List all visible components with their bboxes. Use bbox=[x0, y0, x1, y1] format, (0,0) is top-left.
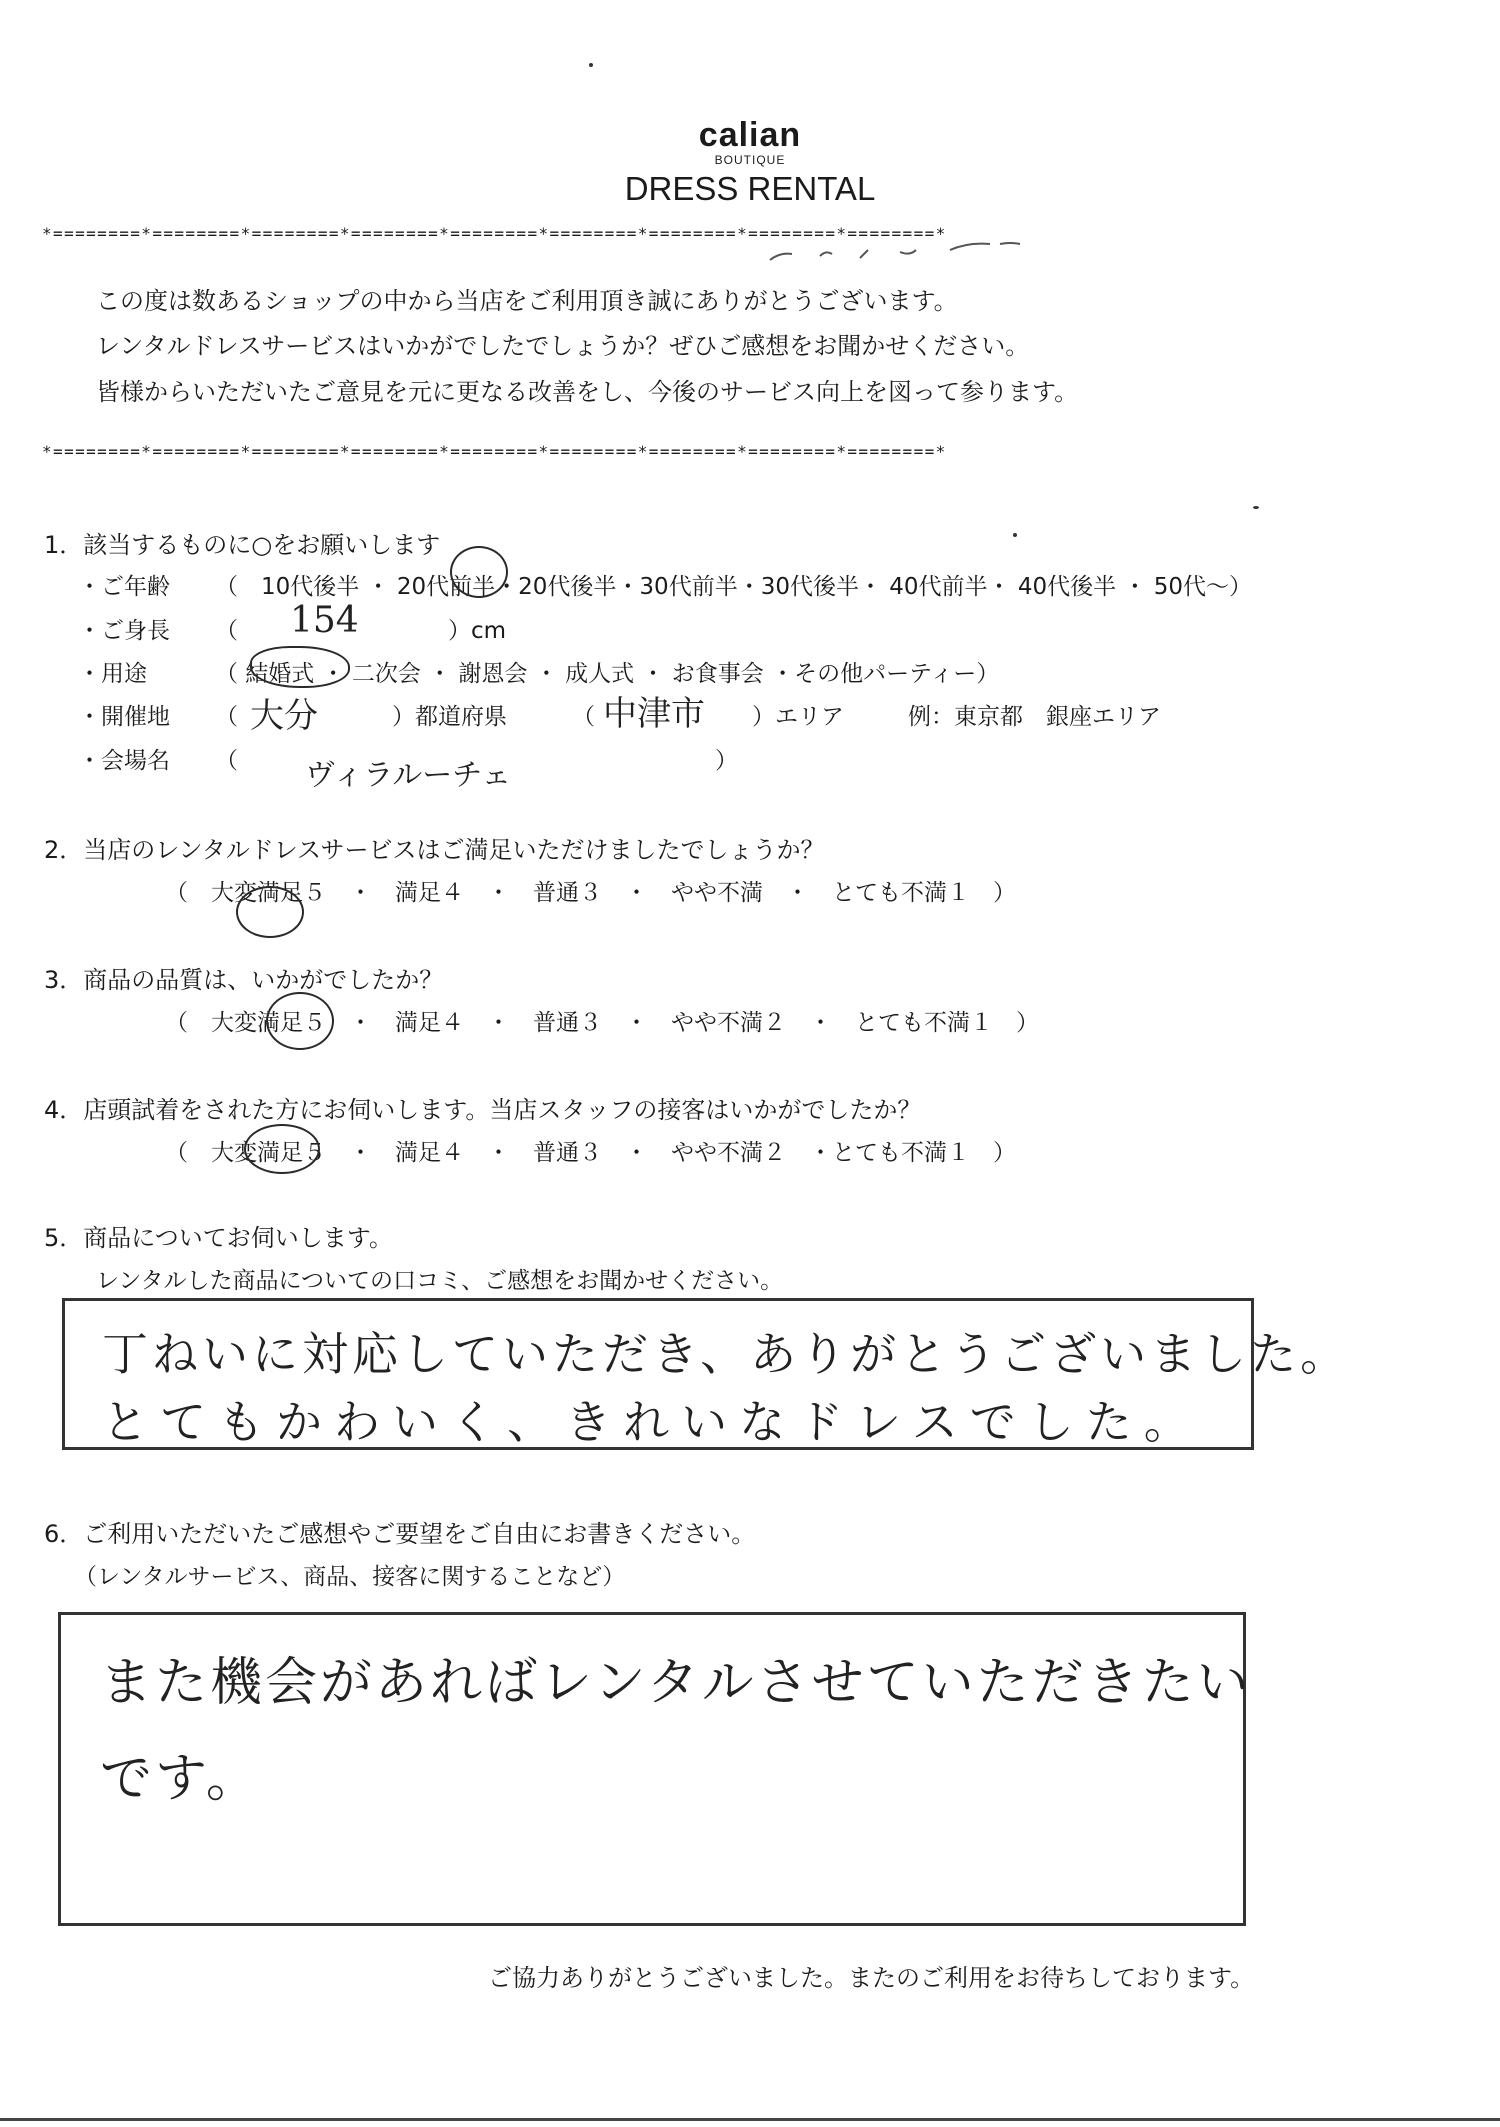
q3-title: 3．商品の品質は、いかがでしたか？ bbox=[44, 966, 444, 994]
height-open: （ bbox=[215, 618, 238, 644]
q5-title: 5．商品についてお伺いします。 bbox=[44, 1224, 393, 1252]
q6-title: 6．ご利用いただいたご感想やご要望をご自由にお書きください。 bbox=[44, 1520, 756, 1548]
closing-message: ご協力ありがとうございました。またのご利用をお待ちしております。 bbox=[488, 1964, 1255, 1992]
prefecture-suffix: ）都道府県 bbox=[392, 704, 507, 730]
venue-example: 例：東京都 銀座エリア bbox=[908, 704, 1161, 730]
q4-selection-circle bbox=[244, 1124, 320, 1174]
height-value: 154 bbox=[290, 600, 359, 641]
area-open: （ bbox=[572, 704, 595, 730]
hall-label: ・会場名 bbox=[78, 748, 170, 774]
purpose-label: ・用途 bbox=[78, 661, 147, 687]
intro-line-2: レンタルドレスサービスはいかがでしたでしょうか？ぜひご感想をお聞かせください。 bbox=[96, 332, 1030, 360]
q2-selection-circle bbox=[236, 886, 304, 938]
q5-answer-line-2: とてもかわいく、きれいなドレスでした。 bbox=[102, 1395, 1202, 1449]
logo-brand: calian bbox=[698, 116, 802, 154]
area-value: 中津市 bbox=[603, 694, 705, 734]
hall-value: ヴィラルーチェ bbox=[305, 758, 512, 793]
intro-line-1: この度は数あるショップの中から当店をご利用頂き誠にありがとうございます。 bbox=[96, 287, 958, 315]
handwriting-marks bbox=[760, 228, 1040, 278]
stray-mark bbox=[589, 63, 593, 67]
logo-sub: BOUTIQUE bbox=[714, 153, 786, 167]
q6-subtitle: （レンタルサービス、商品、接客に関することなど） bbox=[74, 1564, 626, 1590]
bottom-rule bbox=[0, 2118, 1500, 2121]
q3-selection-circle bbox=[266, 992, 334, 1050]
purpose-options: （ 結婚式 ・ 二次会 ・ 謝恩会 ・ 成人式 ・ お食事会 ・その他パーティー） bbox=[215, 661, 1000, 687]
age-label: ・ご年齢 bbox=[78, 574, 170, 600]
stray-mark bbox=[1253, 506, 1259, 509]
hall-close: ） bbox=[715, 748, 738, 774]
intro-line-3: 皆様からいただいたご意見を元に更なる改善をし、今後のサービス向上を図って参ります。 bbox=[96, 378, 1079, 406]
q4-title: 4．店頭試着をされた方にお伺いします。当店スタッフの接客はいかがでしたか？ bbox=[44, 1096, 922, 1124]
q5-subtitle: レンタルした商品についての口コミ、ご感想をお聞かせください。 bbox=[96, 1268, 784, 1294]
purpose-selection-circle bbox=[250, 646, 350, 688]
q6-answer-line-1: また機会があればレンタルさせていただきたい bbox=[100, 1653, 1252, 1713]
q6-answer-line-2: です。 bbox=[100, 1749, 261, 1809]
q1-title: 1．該当するものに○をお願いします bbox=[44, 531, 441, 559]
logo-title: DRESS RENTAL bbox=[624, 170, 876, 207]
venue-label: ・開催地 bbox=[78, 704, 170, 730]
separator-bottom: *========*========*========*========*========*========*========*========*========* bbox=[42, 442, 947, 461]
separator-top: *========*========*========*========*========*========*========*========*========* bbox=[42, 224, 947, 243]
age-options: （ 10代後半 ・ 20代前半・20代後半・30代前半・30代後半・ 40代前半・ 40代後半 ・ 50代～） bbox=[215, 574, 1252, 600]
area-suffix: ）エリア bbox=[752, 704, 844, 730]
prefecture-value: 大分 bbox=[250, 696, 318, 736]
q2-title: 2．当店のレンタルドレスサービスはご満足いただけましたでしょうか？ bbox=[44, 836, 825, 864]
q5-answer-line-1: 丁ねいに対応していただき、ありがとうございました。 bbox=[102, 1327, 1351, 1381]
q2-options: （ 大変満足５ ・ 満足４ ・ 普通３ ・ やや不満 ・ とても不満１ ） bbox=[165, 880, 1016, 906]
stray-mark bbox=[1013, 533, 1017, 537]
height-label: ・ご身長 bbox=[78, 618, 170, 644]
venue-open: （ bbox=[215, 704, 238, 730]
height-close: ）cm bbox=[448, 618, 507, 644]
hall-open: （ bbox=[215, 748, 238, 774]
q4-options: （ 大変満足５ ・ 満足４ ・ 普通３ ・ やや不満２ ・とても不満１ ） bbox=[165, 1140, 1016, 1166]
q3-options: （ 大変満足５ ・ 満足４ ・ 普通３ ・ やや不満２ ・ とても不満１ ） bbox=[165, 1010, 1039, 1036]
age-selection-circle bbox=[450, 546, 508, 598]
